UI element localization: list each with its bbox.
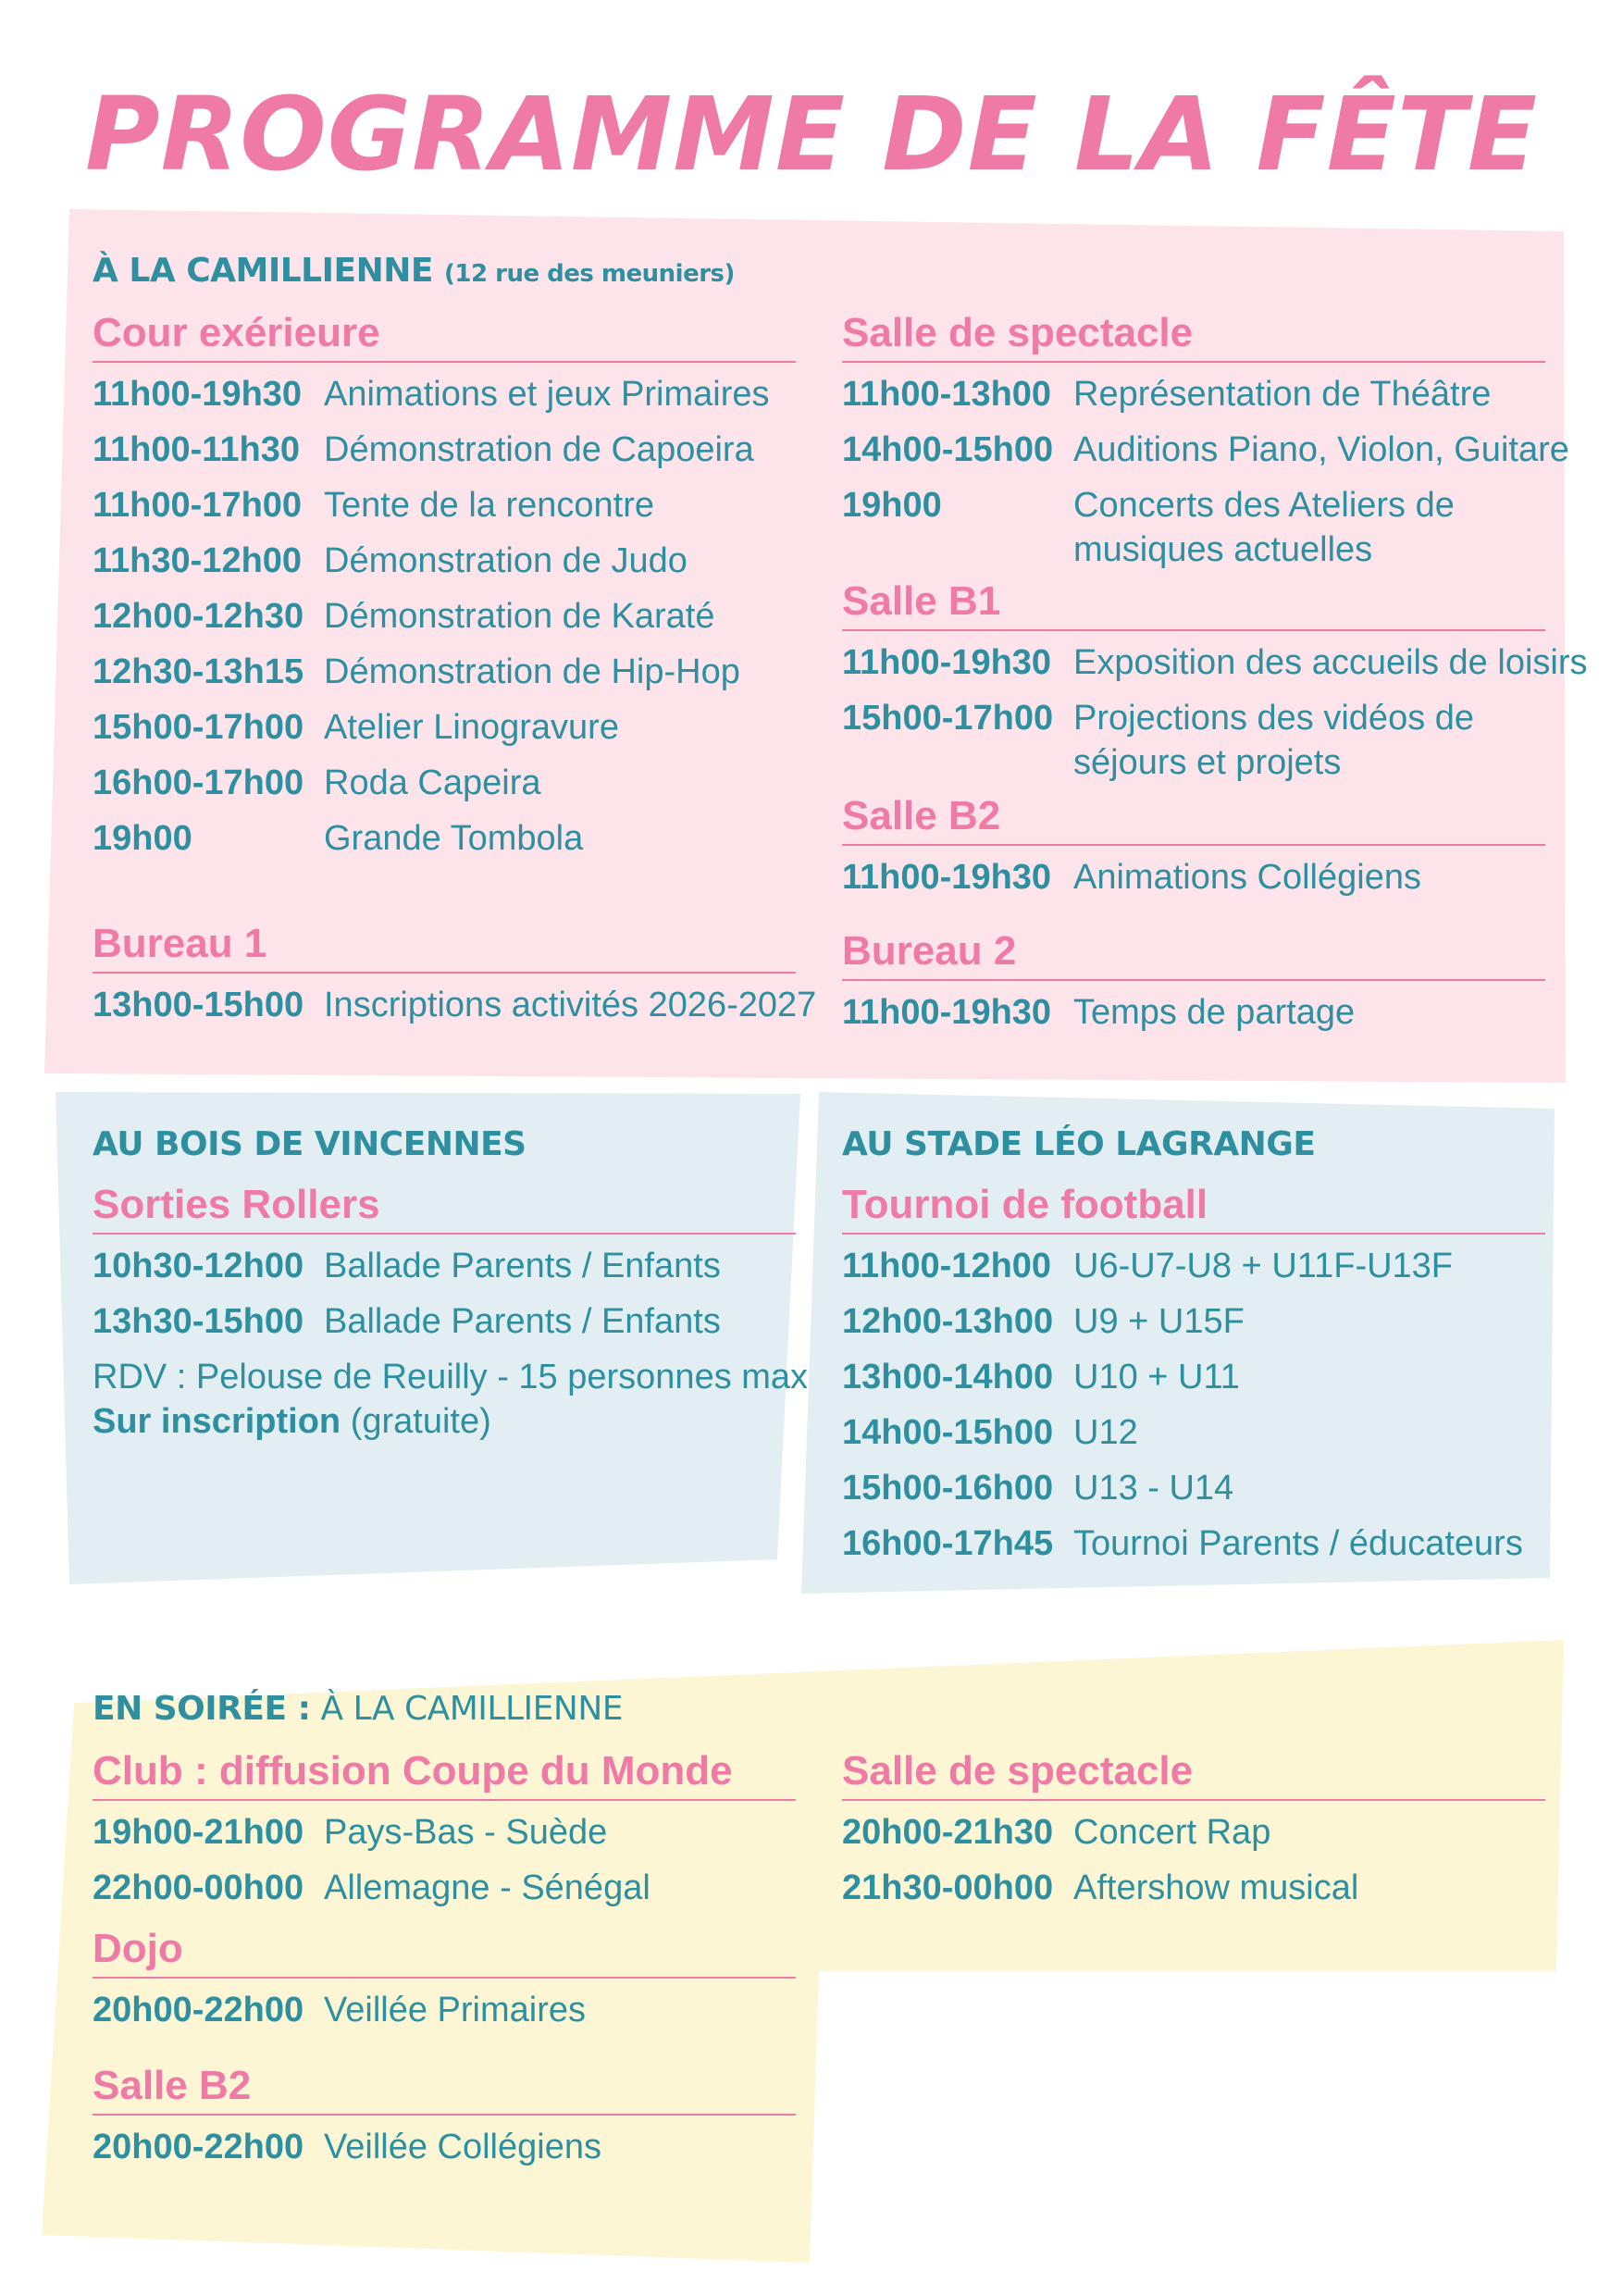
time: 13h00-15h00 [93, 986, 304, 1024]
activity-line: séjours et projets [1073, 743, 1342, 782]
section-bureau-2 [842, 927, 1545, 1046]
schedule-row [842, 1866, 1545, 1910]
activity: Atelier Linogravure [324, 708, 619, 747]
section-salle-b2 [842, 792, 1545, 911]
section-dojo [93, 1925, 796, 2043]
time: 21h30-00h00 [842, 1868, 1054, 1907]
activity: U10 + U11 [1073, 1358, 1240, 1396]
time: 13h00-14h00 [842, 1358, 1054, 1396]
schedule-row [93, 1244, 796, 1288]
activity: Allemagne - Sénégal [324, 1868, 650, 1907]
stade-panel [796, 1064, 1623, 1620]
soiree-place-rest: À LA CAMILLIENNE [310, 1690, 624, 1728]
schedule-row [842, 483, 1545, 572]
schedule-row [93, 594, 796, 639]
schedule-row [842, 1466, 1545, 1510]
activity: Grande Tombola [324, 819, 584, 858]
section-tournoi-football [842, 1181, 1545, 1577]
section-title-sorties-rollers: Sorties Rollers [93, 1181, 796, 1235]
activity: Animations Collégiens [1073, 858, 1421, 897]
vincennes-place: AU BOIS DE VINCENNES [93, 1125, 527, 1163]
section-title-salle-b1: Salle B1 [842, 577, 1545, 631]
stade-place: AU STADE LÉO LAGRANGE [842, 1125, 1316, 1163]
time: 15h00-16h00 [842, 1469, 1054, 1508]
schedule-row [842, 1810, 1545, 1855]
section-salle-b1 [842, 577, 1588, 796]
schedule-row [93, 539, 796, 583]
section-title-cour: Cour exérieure [93, 309, 796, 363]
schedule-row [93, 428, 796, 472]
schedule-row [93, 816, 796, 861]
activity: Démonstration de Judo [324, 541, 688, 580]
activity-line: musiques actuelles [1073, 530, 1373, 569]
time: 19h00 [93, 819, 192, 858]
camillienne-address: (12 rue des meuniers) [444, 260, 735, 288]
activity: Veillée Collégiens [324, 2128, 601, 2166]
activity: Ballade Parents / Enfants [324, 1247, 721, 1285]
vincennes-panel [0, 1064, 833, 1620]
inscription-rest: (gratuite) [341, 1402, 491, 1441]
time: 11h00-19h30 [93, 375, 303, 414]
time: 12h30-13h15 [93, 652, 304, 691]
activity: U13 - U14 [1073, 1469, 1234, 1508]
page-title: PROGRAMME DE LA FÊTE [84, 75, 1539, 193]
schedule-row [842, 372, 1545, 416]
schedule-row [842, 1521, 1545, 1566]
activity: U12 [1073, 1413, 1138, 1452]
section-cour [93, 309, 796, 872]
schedule-row [842, 1355, 1545, 1399]
activity: Tente de la rencontre [324, 486, 655, 525]
time: 11h30-12h00 [93, 541, 303, 580]
time: 11h00-17h00 [93, 486, 303, 525]
time: 14h00-15h00 [842, 1413, 1054, 1452]
time: 12h00-12h30 [93, 597, 304, 636]
section-title-salle-spectacle-soiree: Salle de spectacle [842, 1747, 1545, 1801]
activity: Animations et jeux Primaires [324, 375, 770, 414]
schedule-row [842, 990, 1545, 1035]
time: 14h00-15h00 [842, 430, 1054, 469]
activity: Démonstration de Capoeira [324, 430, 754, 469]
section-salle-spectacle-soiree [842, 1747, 1545, 1921]
time: 20h00-22h00 [93, 2128, 304, 2166]
time: 20h00-22h00 [93, 1991, 304, 2029]
section-salle-spectacle [842, 309, 1569, 583]
activity: Démonstration de Hip-Hop [324, 652, 740, 691]
inscription-bold: Sur inscription [93, 1402, 341, 1441]
activity: Démonstration de Karaté [324, 597, 715, 636]
section-title-bureau-2: Bureau 2 [842, 927, 1545, 981]
schedule-row [842, 1410, 1545, 1455]
time: 11h00-11h30 [93, 430, 300, 469]
activity: Tournoi Parents / éducateurs [1073, 1524, 1523, 1563]
activity: Auditions Piano, Violon, Guitare [1073, 430, 1569, 469]
schedule-row [93, 650, 796, 694]
soiree-place-bold: EN SOIRÉE : [93, 1690, 311, 1728]
section-bureau-1 [93, 920, 817, 1038]
time: 20h00-21h30 [842, 1813, 1054, 1852]
section-title-salle-spectacle: Salle de spectacle [842, 309, 1545, 363]
activity-line: Concerts des Ateliers de [1073, 486, 1455, 525]
activity: Temps de partage [1073, 993, 1356, 1032]
schedule-row [93, 705, 796, 750]
schedule-row [842, 1244, 1545, 1288]
activity-line: Projections des vidéos de [1073, 699, 1475, 738]
section-title-club: Club : diffusion Coupe du Monde [93, 1747, 796, 1801]
time: 19h00-21h00 [93, 1813, 304, 1852]
activity: Concert Rap [1073, 1813, 1271, 1852]
schedule-row [93, 983, 817, 1027]
activity: Ballade Parents / Enfants [324, 1302, 721, 1341]
section-title-tournoi-football: Tournoi de football [842, 1181, 1545, 1235]
time: 15h00-17h00 [93, 708, 304, 747]
time: 16h00-17h00 [93, 763, 304, 802]
section-title-salle-b2: Salle B2 [842, 792, 1545, 846]
schedule-row [93, 1810, 796, 1855]
schedule-row [93, 1299, 796, 1344]
time: 15h00-17h00 [842, 699, 1054, 738]
section-title-dojo: Dojo [93, 1925, 796, 1979]
inscription-note [93, 1399, 796, 1444]
activity: Pays-Bas - Suède [324, 1813, 608, 1852]
activity: U6-U7-U8 + U11F-U13F [1073, 1247, 1454, 1285]
activity [1073, 696, 1474, 785]
rdv-note: RDV : Pelouse de Reuilly - 15 personnes max [93, 1358, 809, 1396]
time: 10h30-12h00 [93, 1247, 304, 1285]
time: 12h00-13h00 [842, 1302, 1054, 1341]
time: 11h00-19h30 [842, 993, 1052, 1032]
schedule-row [842, 696, 1545, 785]
section-salle-b2-soiree [93, 2062, 796, 2180]
schedule-row [93, 372, 796, 416]
camillienne-panel [0, 0, 1623, 1111]
activity: U9 + U15F [1073, 1302, 1245, 1341]
time: 11h00-12h00 [842, 1247, 1052, 1285]
time: 19h00 [842, 486, 942, 525]
camillienne-place [93, 252, 735, 290]
time: 16h00-17h45 [842, 1524, 1054, 1563]
schedule-row [93, 761, 796, 805]
soiree-panel [0, 1610, 1623, 2258]
camillienne-place-name: À LA CAMILLIENNE [93, 252, 433, 290]
activity: Aftershow musical [1073, 1868, 1359, 1907]
section-title-salle-b2-soiree: Salle B2 [93, 2062, 796, 2116]
schedule-row [93, 2125, 796, 2169]
schedule-row [842, 428, 1569, 472]
activity [1073, 483, 1455, 572]
activity: Exposition des accueils de loisirs [1073, 643, 1588, 682]
activity: Veillée Primaires [324, 1991, 586, 2029]
activity: Représentation de Théâtre [1073, 375, 1492, 414]
section-club [93, 1747, 796, 1921]
time: 11h00-19h30 [842, 643, 1052, 682]
activity: Inscriptions activités 2026-2027 [324, 986, 817, 1024]
time: 11h00-13h00 [842, 375, 1052, 414]
cour-rows [93, 372, 796, 861]
schedule-row [93, 1988, 796, 2032]
section-title-bureau-1: Bureau 1 [93, 920, 796, 974]
section-sorties-rollers [93, 1181, 809, 1444]
time: 13h30-15h00 [93, 1302, 304, 1341]
schedule-row [842, 855, 1545, 900]
time: 22h00-00h00 [93, 1868, 304, 1907]
schedule-row [842, 1299, 1545, 1344]
soiree-place [93, 1690, 623, 1728]
time: 11h00-19h30 [842, 858, 1052, 897]
schedule-row [842, 640, 1588, 685]
schedule-row [93, 483, 796, 527]
activity: Roda Capeira [324, 763, 541, 802]
schedule-row [93, 1866, 796, 1910]
